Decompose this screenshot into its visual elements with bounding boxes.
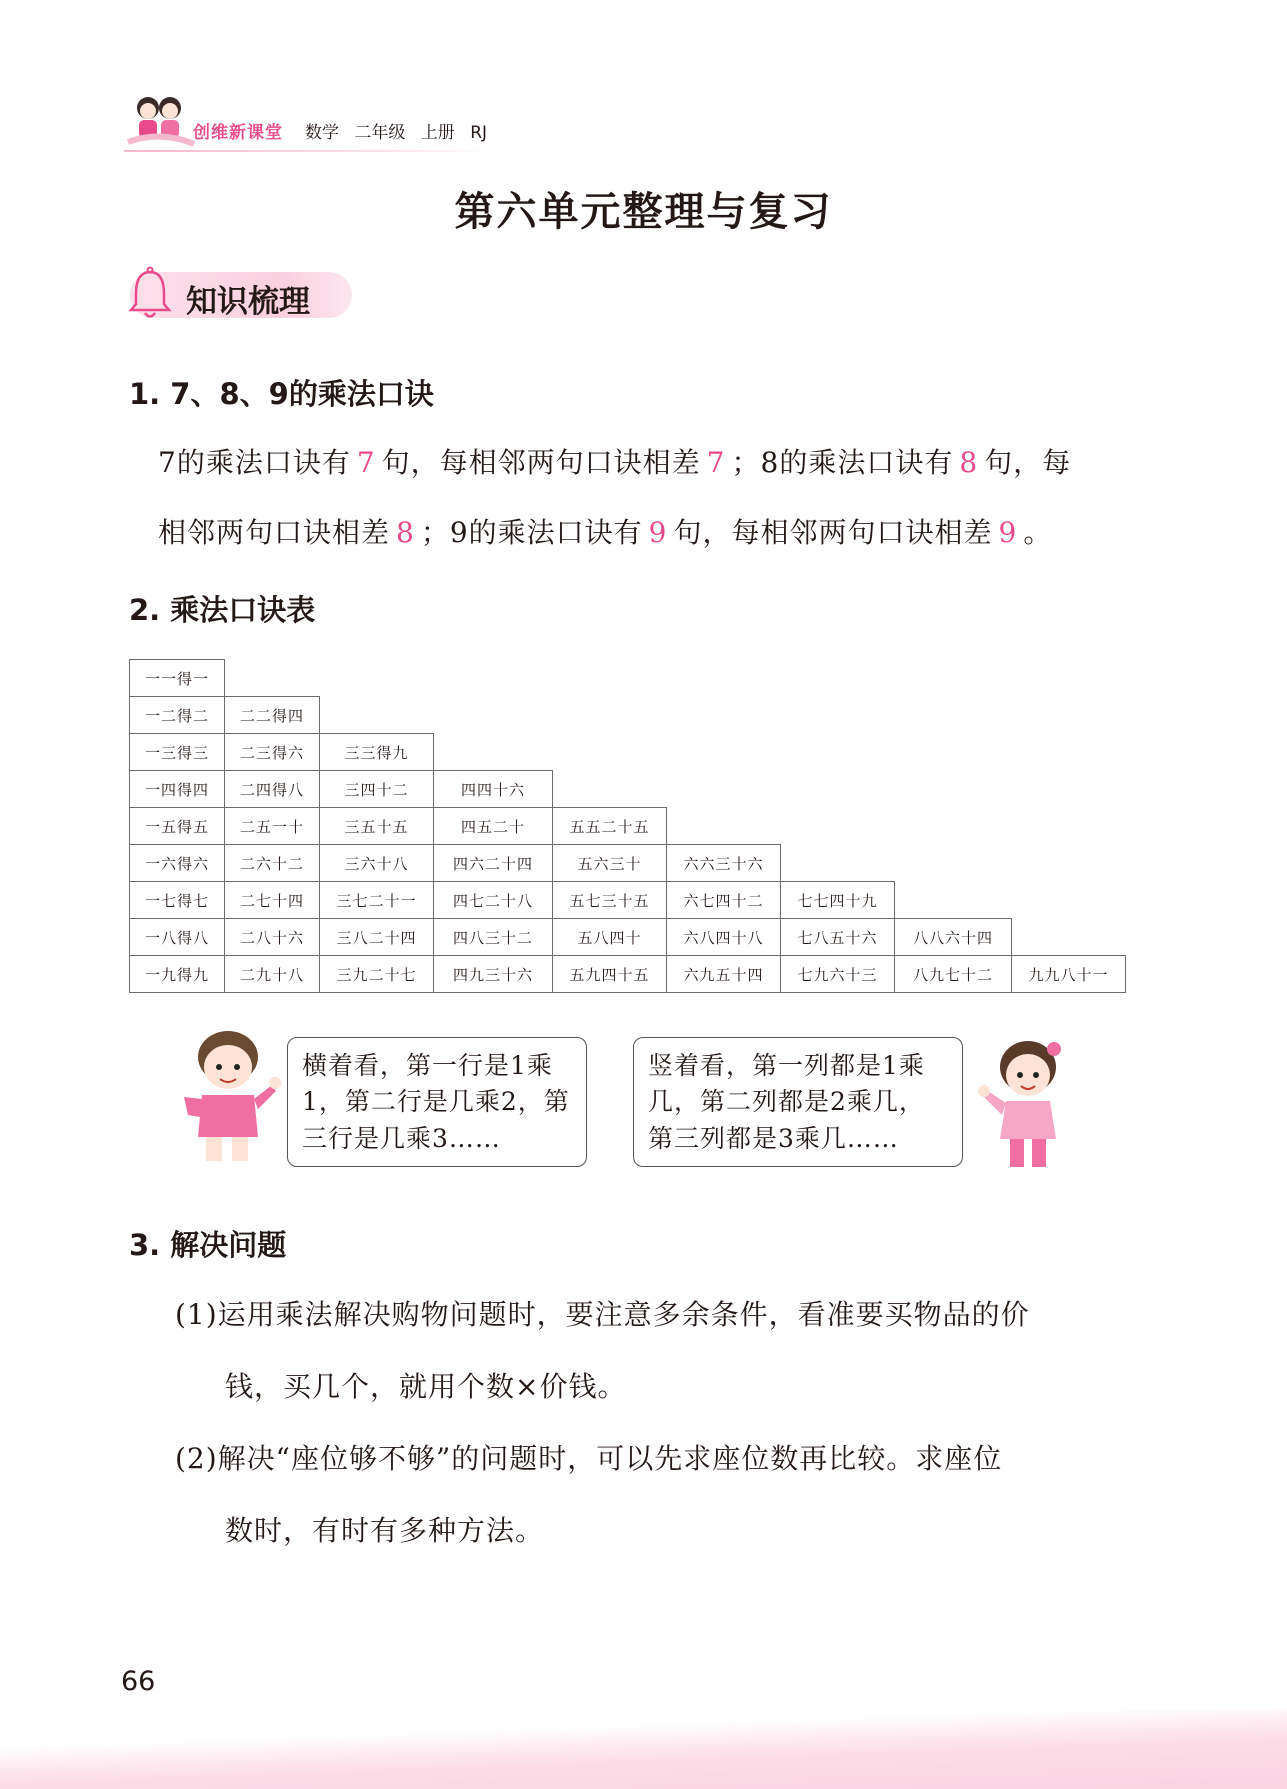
table-cell: 二五一十 (224, 807, 320, 845)
bubble-line: 第三列都是3乘几…… (648, 1123, 899, 1153)
part3-heading: 3. 解决问题 (129, 1228, 287, 1262)
part3-item1-line2: 钱，买几个，就用个数×价钱。 (225, 1370, 627, 1403)
book-info (305, 118, 497, 143)
part1-line2 (158, 513, 1052, 552)
table-cell: 一四得四 (129, 770, 225, 808)
table-cell: 六八四十八 (666, 918, 781, 956)
table-cell: 四六二十四 (433, 844, 553, 882)
table-cell: 三四十二 (319, 770, 434, 808)
girl-character-icon (978, 1035, 1076, 1170)
part1-line1 (158, 443, 1071, 482)
table-cell: 八九七十二 (894, 955, 1012, 993)
edition: RJ (470, 123, 488, 143)
table-cell: 三五十五 (319, 807, 434, 845)
grade: 二年级 (354, 123, 406, 143)
table-cell: 二三得六 (224, 733, 320, 771)
page-number: 66 (121, 1666, 156, 1697)
table-cell: 六九五十四 (666, 955, 781, 993)
table-cell: 五六三十 (552, 844, 667, 882)
speech-bubble-right (633, 1037, 963, 1167)
table-cell: 四四十六 (433, 770, 553, 808)
table-cell: 七八五十六 (780, 918, 895, 956)
bell-icon (126, 266, 174, 322)
answer-blank: 9 (998, 516, 1018, 549)
answer-blank: 9 (648, 516, 668, 549)
volume: 上册 (420, 123, 455, 143)
speech-bubble-left (287, 1037, 587, 1167)
table-cell: 二九十八 (224, 955, 320, 993)
table-cell: 五七三十五 (552, 881, 667, 919)
table-cell: 三九二十七 (319, 955, 434, 993)
table-cell: 二二得四 (224, 696, 320, 734)
part1-heading: 1. 7、8、9的乘法口诀 (129, 377, 434, 411)
table-cell: 六七四十二 (666, 881, 781, 919)
kids-logo-icon (124, 90, 196, 154)
table-cell: 四八三十二 (433, 918, 553, 956)
subject: 数学 (305, 123, 339, 143)
table-cell: 三六十八 (319, 844, 434, 882)
bubble-line: 几，第二列都是2乘几， (648, 1087, 925, 1117)
page-title: 第六单元整理与复习 (454, 189, 833, 235)
part3-item2-line1: (2)解决“座位够不够”的问题时，可以先求座位数再比较。求座位 (175, 1442, 1003, 1475)
multiplication-table (129, 659, 1127, 993)
bubble-line: 三行是几乘3…… (302, 1123, 501, 1153)
answer-blank: 7 (356, 446, 376, 479)
table-cell: 一七得七 (129, 881, 225, 919)
part2-heading: 2. 乘法口诀表 (129, 593, 316, 627)
part3-item1-line1: (1)运用乘法解决购物问题时，要注意多余条件，看准要买物品的价 (175, 1298, 1030, 1331)
bubble-line: 1，第二行是几乘2，第 (302, 1087, 570, 1117)
text-segment: 相邻两句口诀相差 (158, 516, 391, 549)
table-cell: 五五二十五 (552, 807, 667, 845)
table-cell: 一三得三 (129, 733, 225, 771)
table-cell: 四七二十八 (433, 881, 553, 919)
text-segment: 。 (1023, 516, 1053, 549)
table-cell: 二六十二 (224, 844, 320, 882)
table-cell: 三三得九 (319, 733, 434, 771)
table-cell: 二八十六 (224, 918, 320, 956)
footer-band (0, 1710, 1287, 1789)
table-cell: 九九八十一 (1011, 955, 1126, 993)
text-segment: 句，每相邻两句口诀相差 (381, 446, 701, 479)
table-cell: 五八四十 (552, 918, 667, 956)
text-segment: 7的乘法口诀有 (158, 446, 351, 479)
text-segment: 句，每相邻两句口诀相差 (673, 516, 993, 549)
table-cell: 三八二十四 (319, 918, 434, 956)
text-segment: ；8的乘法口诀有 (731, 446, 954, 479)
table-cell: 六六三十六 (666, 844, 781, 882)
table-cell: 二四得八 (224, 770, 320, 808)
table-cell: 四九三十六 (433, 955, 553, 993)
table-cell: 二七十四 (224, 881, 320, 919)
answer-blank: 8 (396, 516, 415, 549)
table-cell: 一二得二 (129, 696, 225, 734)
table-cell: 一五得五 (129, 807, 225, 845)
table-cell: 三七二十一 (319, 881, 434, 919)
text-segment: 句，每 (984, 446, 1072, 479)
text-segment: ；9的乘法口诀有 (420, 516, 643, 549)
table-cell: 五九四十五 (552, 955, 667, 993)
table-cell: 一九得九 (129, 955, 225, 993)
section-label: 知识梳理 (186, 284, 310, 320)
bubble-line: 横着看，第一行是1乘 (302, 1051, 553, 1080)
table-cell: 四五二十 (433, 807, 553, 845)
part3-item2-line2: 数时，有时有多种方法。 (225, 1514, 545, 1547)
table-cell: 七九六十三 (780, 955, 895, 993)
brand-name: 创维新课堂 (193, 123, 283, 143)
table-cell: 一一得一 (129, 659, 225, 697)
boy-character-icon (176, 1025, 282, 1165)
table-cell: 七七四十九 (780, 881, 895, 919)
table-cell: 一六得六 (129, 844, 225, 882)
answer-blank: 7 (706, 446, 726, 479)
answer-blank: 8 (959, 446, 979, 479)
table-cell: 八八六十四 (894, 918, 1012, 956)
bubble-line: 竖着看，第一列都是1乘 (648, 1051, 925, 1080)
table-cell: 一八得八 (129, 918, 225, 956)
header-divider (124, 150, 484, 152)
